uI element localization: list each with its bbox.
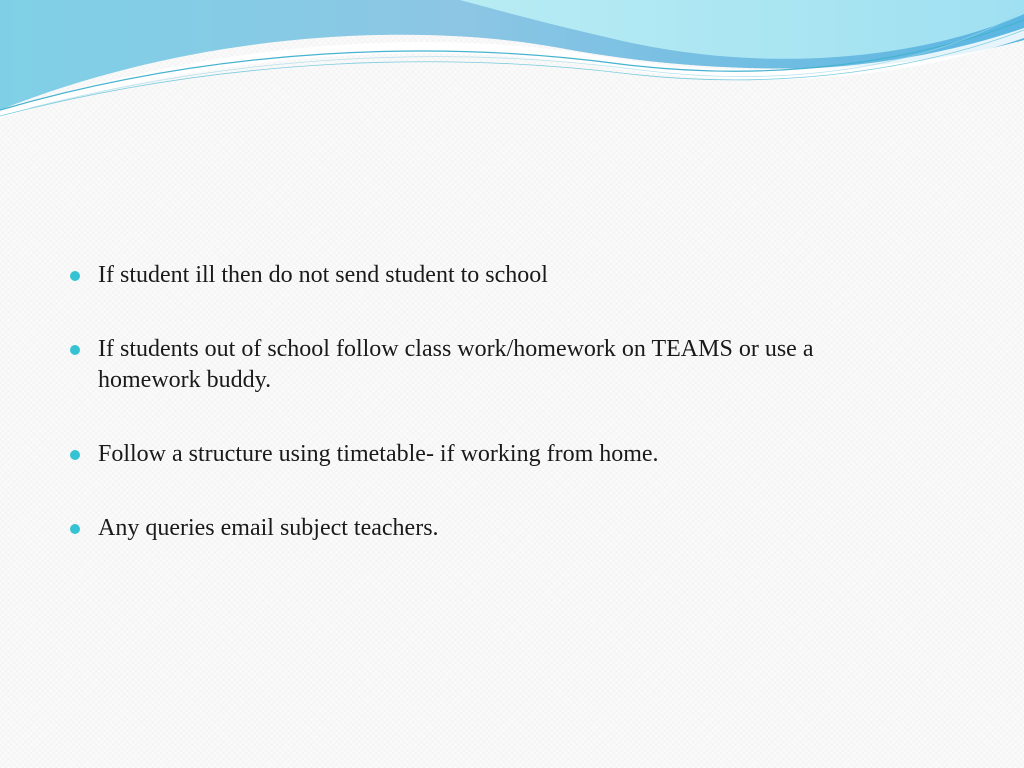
bullet-text: If student ill then do not send student to school — [98, 262, 548, 288]
bullet-dot-icon — [70, 450, 80, 460]
bullet-item — [70, 260, 870, 291]
bullet-item — [70, 334, 870, 396]
bullet-list — [70, 260, 870, 587]
header-wave-decoration — [0, 0, 1024, 130]
bullet-text: Any queries email subject teachers. — [98, 515, 439, 541]
bullet-item — [70, 513, 870, 544]
bullet-item — [70, 439, 870, 470]
bullet-dot-icon — [70, 271, 80, 281]
bullet-dot-icon — [70, 345, 80, 355]
bullet-text: If students out of school follow class work/homework on TEAMS or use a homework buddy. — [98, 336, 814, 393]
bullet-dot-icon — [70, 524, 80, 534]
bullet-text: Follow a structure using timetable- if working from home. — [98, 441, 659, 467]
